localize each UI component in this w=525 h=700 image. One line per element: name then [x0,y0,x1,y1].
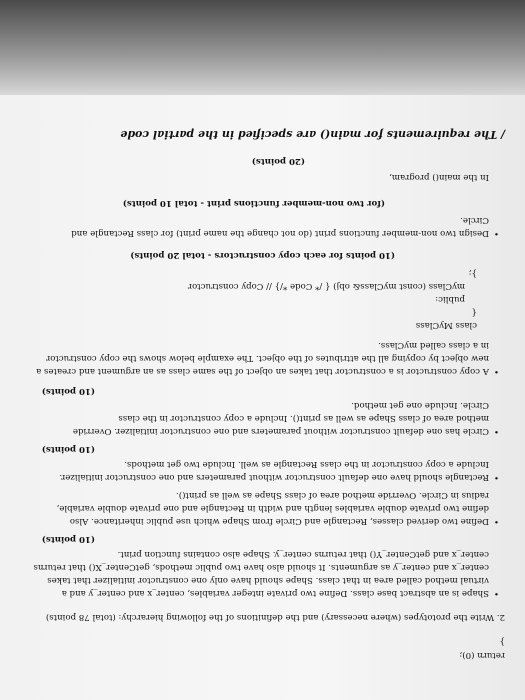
copy-constructor-points: (10 points for each copy constructors - total 20 points) [130,250,395,260]
rectangle-line-2: Include a copy constructor in the class Rectangle as well. Include two get methods. [124,459,489,469]
requirements-line: / The requirements for main() are specified in the partial code [120,128,505,141]
derived-line-2: define two private double variables length and width in Rectangle and one private double variable, [56,503,489,513]
rectangle-points: (10 points) [41,444,95,454]
design-line-1: • Design two non-member functions print (do not change the name print) for class Rectangle and [71,227,489,238]
circle-line-1: • Circle has one default constructor without parameters and one constructor initializer. Override [73,425,489,436]
copy-line-2: new object by copying all the attributes of the object. The example below shows the copy constructor [46,353,489,363]
derived-line-3: radius in Circle. Override method area of class Shape as well as print(). [176,490,489,500]
shape-line-1: • Shape is an abstract base class. Define two private integer variables, center_x and center_y and a [62,587,489,598]
code-line-5: }; [468,268,477,278]
question-2-heading: 2. Write the prototypes (where necessary) and the definitions of the following hierarchy: (total 78 points) [45,612,505,622]
design-points: (for two non-member functions print - total 10 points) [122,198,385,208]
design-line-2: Circle. [460,215,489,225]
circle-line-3: Circle. Include one get method. [351,400,489,410]
main-points: (20 points) [251,156,305,166]
code-line-1: class MyClass [415,320,477,330]
code-line-2: { [471,307,477,317]
circle-line-2: method area of class Shape as well as print(). Include a copy constructor in the class [118,413,489,423]
code-line-3: public: [435,294,465,304]
shape-line-3: center_x and center_y as arguments. It should also have two public methods, getCenter_X() that returns [33,562,489,572]
return-statement: return (0); [459,650,505,660]
closing-brace: } [499,636,505,646]
shape-line-4: center_x and getCenter_Y() that returns center_y. Shape also contains function print. [117,549,489,559]
derived-line-1: • Define two derived classes, Rectangle and Circle from Shape which use public inheritance. Also [70,515,489,526]
copy-line-3: in a class called myClass. [378,340,489,350]
shape-points: (10 points) [41,534,95,544]
shape-line-2: virtual method called area in that class. Shape should have only one constructor initializer that takes [47,575,489,585]
main-line: In the main() program, [389,172,489,182]
code-line-4: myClass (const myClass& obj) { /* Code */} // Copy constructor [187,281,465,291]
circle-points: (10 points) [41,386,95,396]
copy-line-1: • A copy constructor is a constructor that takes an object of the same class as an argument and creates a [36,365,489,376]
rectangle-line-1: • Rectangle should have one default constructor without parameters and one constructor initializer. [59,471,489,482]
